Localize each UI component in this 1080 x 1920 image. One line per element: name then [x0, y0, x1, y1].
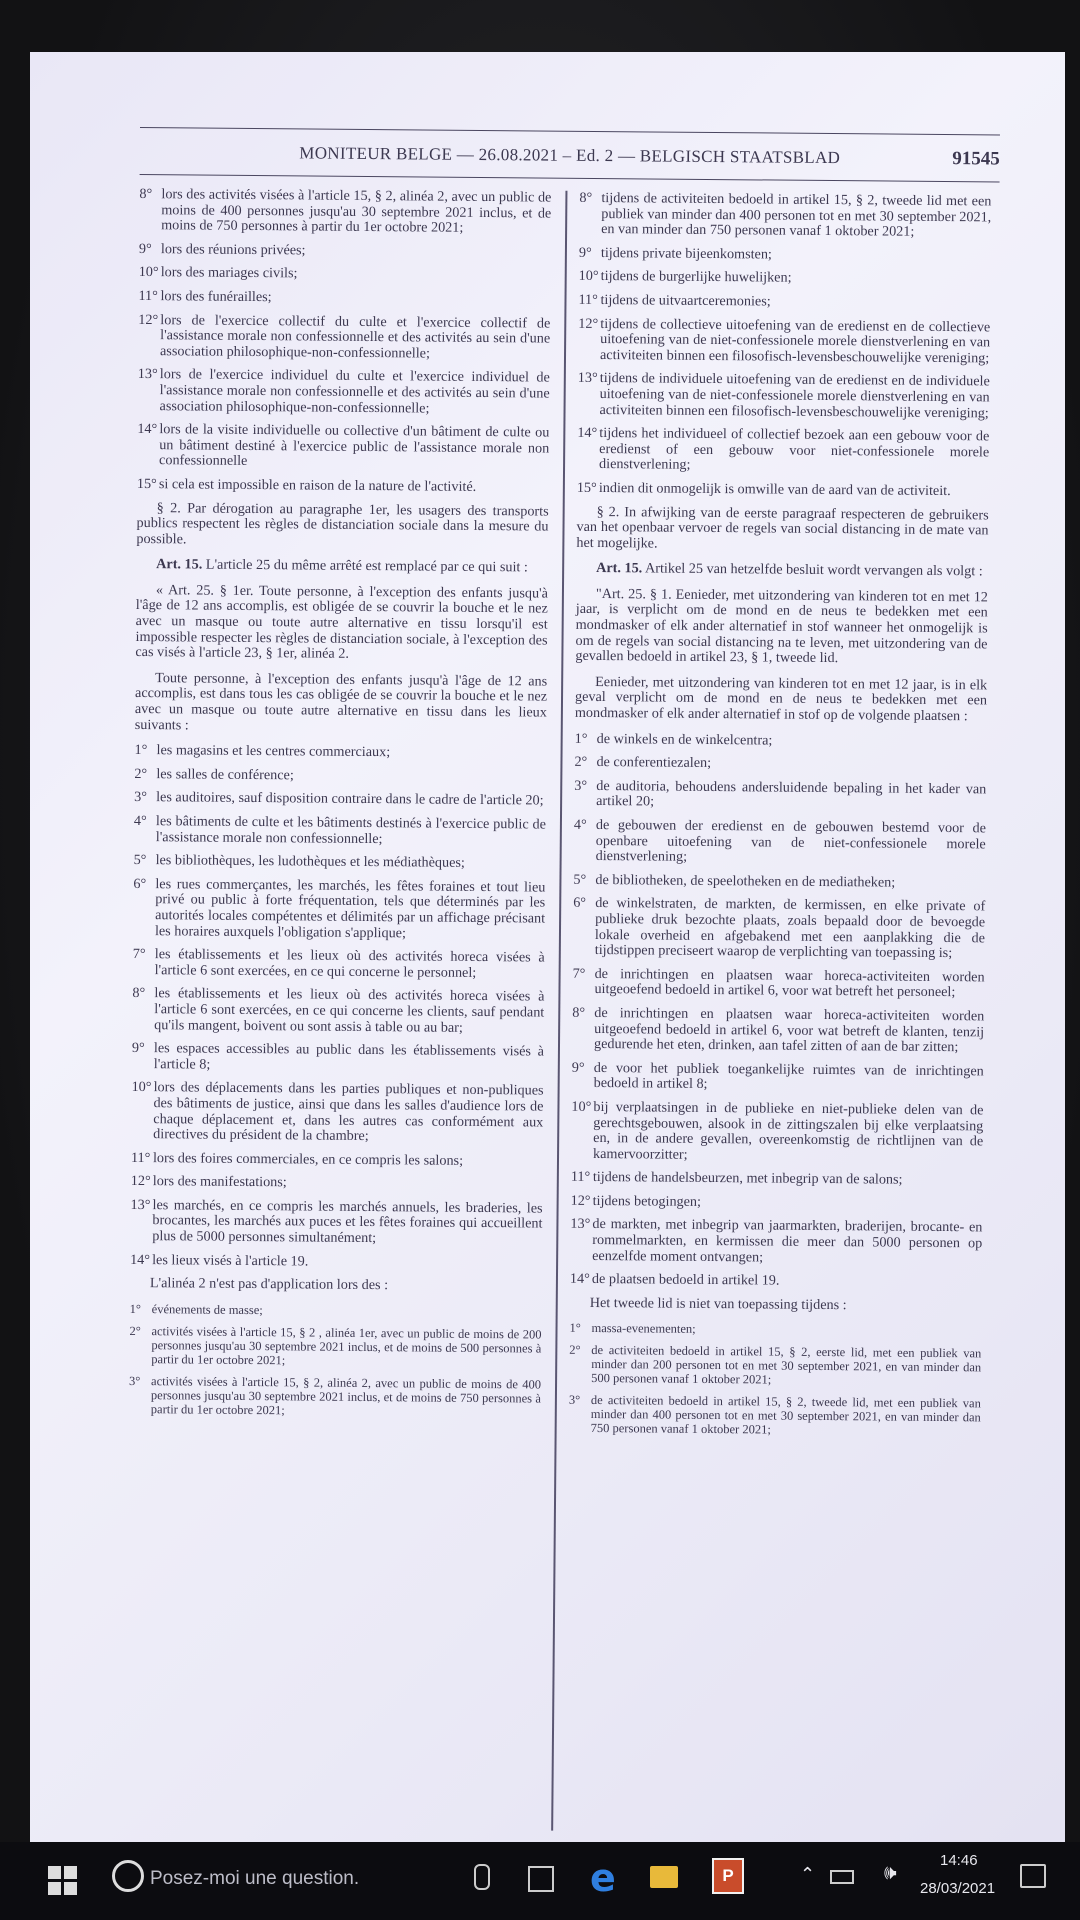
- list-item: [571, 1100, 984, 1166]
- item-text: de activiteiten bedoeld in artikel 15, § 2, eerste lid, met een publiek van minder dan 200 personen tot en met 30 september 2021, en van minder dan 500 personen vanaf 1 oktober 2021;: [591, 1343, 982, 1387]
- item-number: 15°: [576, 479, 597, 496]
- item-number: 12°: [130, 1173, 151, 1190]
- item-number: 11°: [130, 1149, 151, 1166]
- item-text: tijdens betogingen;: [592, 1192, 702, 1210]
- list-item: [129, 1324, 541, 1370]
- item-text: si cela est impossible en raison de la nature de l'activité.: [158, 476, 477, 495]
- item-number: 9°: [578, 244, 592, 261]
- page-header: [140, 127, 1000, 183]
- nl-article-15: [576, 561, 988, 580]
- item-text: lors des réunions privées;: [160, 240, 306, 259]
- list-item: [137, 367, 549, 417]
- item-text: tijdens de handelsbeurzen, met inbegrip van de salons;: [592, 1169, 903, 1188]
- item-number: 5°: [133, 852, 147, 869]
- item-number: 14°: [130, 1251, 151, 1268]
- fr-paragraph-art25: « Art. 25. § 1er. Toute personne, à l'exception des enfants jusqu'à l'âge de 12 ans accomplis, est obligée de se couvrir la bouche et le nez avec un masque ou toute autre alternative en tissu lorsqu'il est impossible respecter les règles de distanciation sociale, à l'exception des cas visés à l'article 23, § 1er, alinéa 2.: [135, 582, 549, 663]
- item-number: 8°: [572, 1004, 586, 1021]
- item-text: de bibliotheken, de speelotheken en de mediatheken;: [595, 871, 896, 891]
- list-item: [131, 1151, 543, 1170]
- item-number: 4°: [133, 812, 147, 830]
- list-item: [579, 191, 991, 241]
- item-number: 5°: [573, 871, 587, 888]
- item-number: 3°: [574, 777, 588, 794]
- list-item: [577, 426, 989, 476]
- monitor-screen: [30, 52, 1065, 1842]
- list-item: [134, 790, 546, 809]
- item-text: de inrichtingen en plaatsen waar horeca-activiteiten worden uitgeoefend bedoeld in artikel 6, voor wat betreft de klanten, tenzij gedurende het eten, drinken, aan tafel zitten of aan de bar zitten;: [593, 1004, 985, 1056]
- list-item: [138, 289, 550, 308]
- list-item: [137, 422, 549, 472]
- item-text: les marchés, en ce compris les marchés annuels, les braderies, les brocantes, les marchés aux puces et les fêtes foraines qui accueillent plus de 5000 personnes simultanément;: [152, 1197, 543, 1247]
- item-text: indien dit onmogelijk is omwille van de aard van de activiteit.: [598, 479, 951, 499]
- list-item: [570, 1217, 982, 1267]
- item-number: 13°: [137, 366, 158, 383]
- item-text: de winkelstraten, de markten, de kermissen, en elke private of publieke druk bezochte plaats, zoals bepaald door de bevoegde lokale overheid en afgebakend met een aanplakking die de tijdstippen preciseert waarop de verplichting van toepassing is;: [594, 895, 986, 962]
- fr-article-15: [136, 557, 548, 576]
- fr-paragraph-s2: § 2. Par dérogation au paragraphe 1er, les usagers des transports publics respectent les règles de distanciation sociale dans la mesure du possible.: [136, 499, 549, 548]
- list-item: [571, 1194, 983, 1213]
- nl-items-a: [577, 191, 992, 500]
- list-item: [578, 316, 990, 366]
- item-text: les auditoires, sauf disposition contraire dans le cadre de l'article 20;: [156, 789, 544, 809]
- list-item: [131, 1080, 544, 1146]
- item-text: lors des déplacements dans les parties publiques et non-publiques des bâtiments de justice, ainsi que dans les salles d'audience lors de chaque déplacement et, dans les autres cas conformément aux directives du président de la chambre;: [153, 1079, 544, 1145]
- list-item: [139, 265, 551, 284]
- item-number: 2°: [569, 1343, 581, 1358]
- list-item: [130, 1253, 542, 1272]
- item-text: lors des activités visées à l'article 15, § 2, alinéa 2, avec un public de moins de 400 personnes jusqu'au 30 septembre 2021 inclus, et de moins de 750 personnes à partir du 1er octobre 2021;: [161, 186, 552, 237]
- list-item: [138, 313, 550, 363]
- list-item: [575, 731, 987, 750]
- item-number: 10°: [571, 1098, 592, 1115]
- item-text: les magasins et les centres commerciaux;: [156, 742, 391, 761]
- page-header-title: MONITEUR BELGE — 26.08.2021 – Ed. 2 — BELGISCH STAATSBLAD: [299, 143, 841, 168]
- fr-paragraph-places: Toute personne, à l'exception des enfants jusqu'à l'âge de 12 ans accomplis, est dans tous les cas obligée de se couvrir la bouche et le nez avec un masque ou toute autre alternative en tissu dans les lieux suivants :: [134, 669, 548, 734]
- battery-icon[interactable]: [830, 1870, 854, 1884]
- item-text: tijdens de uitvaartceremonies;: [600, 291, 771, 310]
- list-item: [139, 242, 551, 261]
- volume-icon[interactable]: 🕪: [884, 1862, 897, 1884]
- list-item: [569, 1321, 981, 1339]
- list-item: [577, 481, 989, 500]
- list-item: [578, 293, 990, 312]
- item-text: les bibliothèques, les ludothèques et les médiathèques;: [155, 852, 465, 872]
- item-number: 10°: [578, 268, 599, 285]
- list-item: [132, 1041, 544, 1076]
- item-number: 14°: [569, 1271, 590, 1288]
- item-text: massa-evenementen;: [591, 1321, 696, 1337]
- show-hidden-icons-icon[interactable]: ⌃: [800, 1864, 816, 1884]
- item-number: 2°: [574, 754, 588, 771]
- item-text: de inrichtingen en plaatsen waar horeca-activiteiten worden uitgeoefend bedoeld in artikel 6, voor wat betreft het personeel;: [594, 965, 985, 1001]
- nl-article-text: Artikel 25 van hetzelfde besluit wordt vervangen als volgt :: [644, 560, 983, 580]
- list-item: [574, 779, 986, 814]
- item-text: les bâtiments de culte et les bâtiments destinés à l'exercice public de l'assistance morale non confessionnelle;: [155, 813, 546, 847]
- item-text: de gebouwen der eredienst en de gebouwen bestemd voor de openbare uitoefening van de niet-confessionele morele dienstverlening;: [595, 817, 986, 865]
- list-item: [572, 967, 984, 1002]
- list-item: [130, 1302, 542, 1320]
- list-item: [579, 269, 991, 288]
- item-number: 11°: [138, 287, 158, 305]
- item-text: activités visées à l'article 15, § 2 , alinéa 1er, avec un public de moins de 200 personnes jusqu'au 30 septembre 2021 inclus, et de moins de 500 personnes à partir du 1er octobre 2021;: [151, 1323, 542, 1368]
- item-number: 12°: [138, 311, 159, 328]
- item-number: 1°: [134, 742, 148, 759]
- list-item: [137, 477, 549, 496]
- item-text: lors des mariages civils;: [160, 264, 298, 282]
- item-number: 13°: [130, 1196, 151, 1214]
- item-text: tijdens de burgerlijke huwelijken;: [600, 268, 792, 287]
- item-text: les lieux visés à l'article 19.: [152, 1251, 309, 1270]
- item-text: lors de l'exercice individuel du culte et l'exercice individuel de l'assistance morale non confessionnelle et des activités au sein d'une association philosophique-non-confessionnelle;: [159, 366, 550, 417]
- item-number: 3°: [568, 1393, 581, 1408]
- nl-items-c: [569, 1321, 982, 1439]
- fr-items-b: [130, 743, 547, 1272]
- french-column: [129, 187, 552, 1427]
- list-item: [134, 767, 546, 786]
- nl-paragraph-places: Eenieder, met uitzondering van kinderen tot en met 12 jaar, is in elk geval verplicht om de mond en de neus te bedekken met een mondmasker of elk ander alternatief in stof op de volgende plaatsen :: [574, 673, 988, 725]
- list-item: [579, 246, 991, 265]
- item-number: 14°: [577, 424, 598, 442]
- list-item: [133, 877, 546, 943]
- item-text: lors des manifestations;: [152, 1173, 287, 1191]
- item-number: 13°: [570, 1216, 591, 1233]
- list-item: [139, 187, 551, 237]
- file-explorer-icon[interactable]: [650, 1866, 678, 1888]
- item-number: 15°: [136, 475, 157, 493]
- item-number: 13°: [577, 370, 598, 387]
- item-text: de markten, met inbegrip van jaarmarkten, braderijen, brocante- en rommelmarkten, en kermissen die meer dan 5000 personen op eenzelfde moment ontvangen;: [592, 1216, 983, 1266]
- item-text: bij verplaatsingen in de publieke en niet-publieke delen van de gerechtsgebouwen, alsook in de zittingszalen bij elke verplaatsing en, in de andere gevallen, overeenkomstig de richtlijnen van de kamervoorzitter;: [592, 1098, 984, 1163]
- item-number: 11°: [570, 1169, 591, 1186]
- list-item: [134, 853, 546, 872]
- item-text: lors des funérailles;: [160, 288, 272, 306]
- item-text: tijdens de activiteiten bedoeld in artikel 15, § 2, tweede lid met een publiek van minder dan 400 personen tot en met 30 september 2021, en van minder dan 750 personen vanaf 1 oktober 2021;: [601, 190, 992, 240]
- item-number: 2°: [134, 765, 148, 782]
- microphone-icon[interactable]: [474, 1864, 490, 1890]
- item-number: 1°: [129, 1301, 141, 1316]
- fr-article-text: L'article 25 du même arrêté est remplacé par ce qui suit :: [205, 556, 528, 576]
- item-text: de activiteiten bedoeld in artikel 15, § 2, tweede lid, met een publiek van minder dan 400 personen tot en met 30 september 2021, en van minder dan 750 personen vanaf 1 oktober 2021;: [590, 1393, 981, 1437]
- list-item: [134, 814, 546, 849]
- item-text: les salles de conférence;: [156, 765, 294, 784]
- item-text: de auditoria, behoudens andersluidende bepaling in het kader van artikel 20;: [596, 777, 987, 810]
- column-divider: [551, 191, 567, 1831]
- list-item: [129, 1374, 541, 1420]
- list-item: [133, 947, 545, 982]
- list-item: [570, 1272, 982, 1291]
- item-text: tijdens het individueel of collectief bezoek aan een gebouw voor de eredienst of een gebouw voor niet-confessionele morele dienstverlening;: [599, 425, 990, 474]
- edge-browser-icon[interactable]: e: [590, 1856, 616, 1900]
- powerpoint-icon[interactable]: P: [712, 1858, 744, 1894]
- list-item: [572, 1061, 984, 1096]
- list-item: [569, 1343, 981, 1389]
- list-item: [132, 986, 544, 1036]
- clock-time[interactable]: 14:46: [940, 1852, 978, 1869]
- nl-paragraph-alinea: Het tweede lid is niet van toepassing tijdens :: [589, 1294, 847, 1314]
- taskbar-search-box[interactable]: Posez-moi une question.: [150, 1868, 360, 1889]
- list-item: [573, 873, 985, 892]
- task-view-icon[interactable]: [528, 1866, 554, 1892]
- item-number: 8°: [132, 985, 146, 1002]
- item-text: les espaces accessibles au public dans les établissements visés à l'article 8;: [153, 1040, 545, 1073]
- list-item: [131, 1174, 543, 1193]
- item-number: 12°: [570, 1192, 591, 1209]
- item-number: 2°: [129, 1323, 141, 1338]
- fr-items-c: [129, 1302, 542, 1420]
- item-text: de plaatsen bedoeld in artikel 19.: [591, 1271, 780, 1289]
- nl-paragraph-art25: "Art. 25. § 1. Eenieder, met uitzondering van kinderen tot en met 12 jaar, is verplicht om de mond en de neus te bedekken met een mondmasker of elk ander alternatief in stof wanneer het onmogelijk is om de regels van social distancing na te leven, met uitzondering van de gevallen bedoeld in artikel 23, § 1, tweede lid.: [575, 585, 988, 667]
- item-text: tijdens de collectieve uitoefening van de eredienst en de collectieve uitoefening van de niet-confessionele morele dienstverlening en van activiteiten binnen een filosofisch-levensbeschouwelijke vereniging;: [599, 315, 991, 367]
- taskbar: [0, 1842, 1080, 1920]
- list-item: [134, 743, 546, 762]
- item-number: 12°: [578, 315, 599, 332]
- cortana-icon[interactable]: [112, 1860, 144, 1892]
- list-item: [574, 755, 986, 774]
- item-number: 1°: [569, 1321, 581, 1336]
- item-number: 8°: [579, 189, 593, 206]
- item-text: événements de masse;: [151, 1301, 263, 1317]
- two-column-body: [125, 187, 999, 1834]
- list-item: [573, 896, 986, 962]
- list-item: [571, 1170, 983, 1189]
- item-text: lors des foires commerciales, en ce compris les salons;: [152, 1149, 464, 1169]
- item-number: 6°: [133, 875, 147, 892]
- fr-items-a: [137, 187, 552, 496]
- item-number: 10°: [138, 264, 159, 281]
- list-item: [572, 1006, 984, 1056]
- fr-paragraph-alinea: L'alinéa 2 n'est pas d'application lors des :: [149, 1275, 389, 1294]
- item-number: 1°: [574, 730, 588, 747]
- item-text: de voor het publiek toegankelijke ruimtes van de inrichtingen bedoeld in artikel 8;: [593, 1059, 984, 1093]
- item-text: tijdens de individuele uitoefening van de eredienst en de individuele uitoefening van de niet-confessionele morele dienstverlening en van activiteiten binnen een filosofisch-levensbeschouwelijke vereniging;: [599, 370, 990, 421]
- list-item: [577, 371, 989, 421]
- fr-article-label: Art. 15.: [156, 556, 203, 573]
- item-number: 10°: [131, 1079, 152, 1096]
- item-number: 9°: [138, 240, 152, 257]
- item-number: 8°: [139, 185, 153, 203]
- item-text: les rues commerçantes, les marchés, les fêtes foraines et tout lieu privé ou public à forte fréquentation, tels que déterminés par les autorités locales compétentes et délimités par un affichage précisant les horaires auxquels l'obligation s'applique;: [154, 875, 546, 941]
- list-item: [574, 818, 986, 868]
- item-number: 11°: [578, 291, 598, 308]
- item-number: 9°: [131, 1040, 145, 1057]
- list-item: [130, 1198, 542, 1248]
- list-item: [569, 1393, 981, 1439]
- item-text: de winkels en de winkelcentra;: [596, 730, 773, 749]
- item-number: 3°: [134, 789, 148, 806]
- item-text: tijdens private bijeenkomsten;: [600, 244, 772, 263]
- item-number: 9°: [571, 1059, 585, 1076]
- item-number: 7°: [572, 965, 586, 982]
- page-number: 91545: [952, 148, 1000, 170]
- windows-start-icon[interactable]: [48, 1866, 78, 1896]
- item-number: 3°: [128, 1373, 141, 1388]
- dutch-column: [569, 191, 992, 1447]
- item-number: 14°: [137, 421, 158, 438]
- notification-center-icon[interactable]: [1020, 1864, 1046, 1888]
- item-number: 7°: [132, 946, 146, 963]
- item-text: de conferentiezalen;: [596, 754, 712, 772]
- nl-paragraph-s2: § 2. In afwijking van de eerste paragraaf respecteren de gebruikers van het openbaar vervoer de regels van social distancing in de mate van het mogelijke.: [576, 503, 989, 552]
- nl-items-b: [570, 731, 987, 1291]
- item-number: 6°: [573, 895, 587, 912]
- item-text: lors de l'exercice collectif du culte et l'exercice collectif de l'assistance morale non confessionnelle et des activités au sein d'une association philosophique-non-confessionnelle;: [159, 311, 551, 362]
- clock-date[interactable]: 28/03/2021: [920, 1880, 996, 1897]
- nl-article-label: Art. 15.: [596, 560, 643, 577]
- item-text: lors de la visite individuelle ou collective d'un bâtiment de culte ou un bâtiment destiné à l'exercice public de l'assistance morale non confessionnelle: [159, 421, 550, 470]
- item-text: activités visées à l'article 15, § 2, alinéa 2, avec un public de moins de 400 personnes jusqu'au 30 septembre 2021 inclus, et de moins de 750 personnes à partir du 1er octobre 2021;: [150, 1373, 542, 1418]
- item-text: les établissements et les lieux où des activités horeca visées à l'article 6 sont exercées, en ce qui concerne le personnel;: [154, 946, 545, 981]
- gazette-page: [125, 127, 1000, 1839]
- item-number: 4°: [573, 816, 587, 833]
- item-text: les établissements et les lieux où des activités horeca visées à l'article 6 sont exercées, en ce qui concerne les clients, sauf pendant qu'ils mangent, boivent ou sont assis à table ou au bar;: [154, 985, 545, 1036]
